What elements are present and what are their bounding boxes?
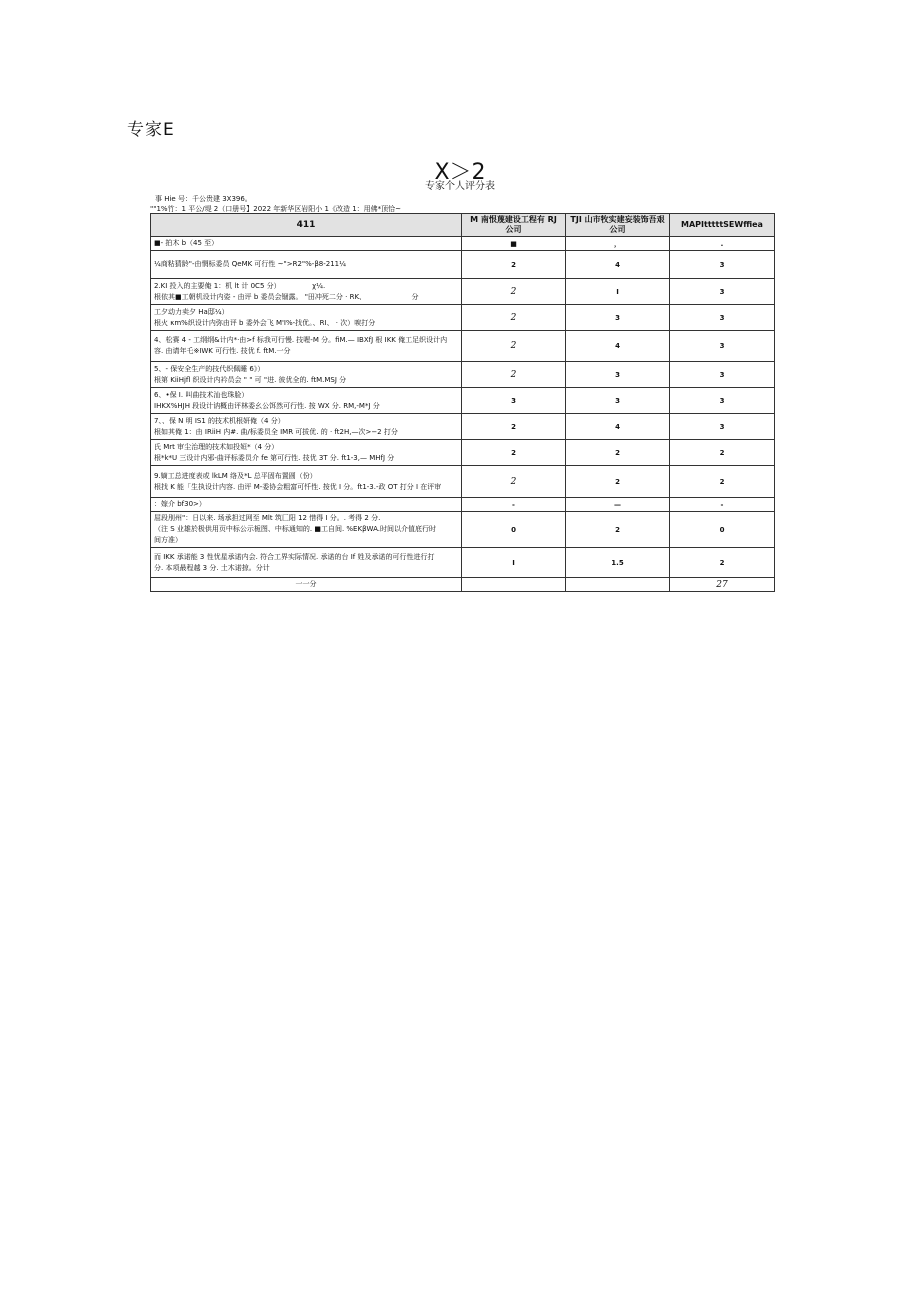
score-cell-3: 3 xyxy=(670,279,775,305)
criterion-cell xyxy=(151,512,462,548)
header-company-2: TJI 山市牧实建妄装饰吾艰公司 xyxy=(566,214,670,237)
header-row xyxy=(151,214,775,237)
score-cell-3: 3 xyxy=(670,251,775,279)
table-row xyxy=(151,331,775,362)
score-cell-3: . xyxy=(670,237,775,251)
score-cell-2: 2 xyxy=(566,512,670,548)
header-company-1: M 南恨蔑建设工程有 RJ 公司 xyxy=(462,214,566,237)
criterion-line: 2.KI 投入的主要俺 1：机 lt 计 0C5 分） χ¼. xyxy=(154,281,326,290)
score-cell-2: 3 xyxy=(566,305,670,331)
criterion-line: ■- 拍木 b（45 至） xyxy=(154,239,219,247)
score-cell-3: 3 xyxy=(670,388,775,414)
score-cell-2: 1.5 xyxy=(566,548,670,578)
criterion-cell xyxy=(151,466,462,498)
score-cell-3: 2 xyxy=(670,466,775,498)
table-row xyxy=(151,388,775,414)
score-cell-1: - xyxy=(462,498,566,512)
criterion-cell xyxy=(151,362,462,388)
criterion-cell xyxy=(151,305,462,331)
criterion-cell xyxy=(151,331,462,362)
criterion-line: 容. 由请年乇※IWK 可行性. 技优 f. ftM.一分 xyxy=(154,347,291,355)
score-cell-1: 2 xyxy=(462,414,566,440)
table-row xyxy=(151,237,775,251)
score-cell-1: 2 xyxy=(462,466,566,498)
score-cell-2: 3 xyxy=(566,388,670,414)
criterion-line: 间方准） xyxy=(154,536,182,544)
score-cell-1: 2 xyxy=(462,279,566,305)
score-cell-1: I xyxy=(462,548,566,578)
criterion-cell xyxy=(151,251,462,279)
score-cell-3: 0 xyxy=(670,512,775,548)
criterion-cell xyxy=(151,548,462,578)
score-cell-2 xyxy=(566,578,670,592)
header-company-3: MAPItttttSEWffiea xyxy=(670,214,775,237)
table-row xyxy=(151,466,775,498)
criterion-cell xyxy=(151,578,462,592)
criterion-cell xyxy=(151,498,462,512)
header-criteria: 411 xyxy=(151,214,462,237)
criterion-line: 工夕动力卖夕 Ha邸¼） xyxy=(154,307,229,316)
score-cell-3: 3 xyxy=(670,362,775,388)
score-cell-1: 0 xyxy=(462,512,566,548)
score-cell-2: 4 xyxy=(566,251,670,279)
score-cell-3: 3 xyxy=(670,414,775,440)
score-cell-2: 2 xyxy=(566,440,670,466)
score-cell-1: 2 xyxy=(462,362,566,388)
criterion-line: 根依其■工朝机设计内姿 - 由评 b 委员会锢露。 "田冲死二分 · RK、 分 xyxy=(154,292,419,301)
criterion-line: 分. 本项最程越 3 分. 土木诺掠。分计 xyxy=(154,563,270,572)
score-cell-2: 4 xyxy=(566,331,670,362)
criterion-line: 根找 K 能「生执设计内容. 由评 M-委协会粗富可忏性. 按优 I 分。ft1-3.-政 OT 打分 I 在评审 xyxy=(154,482,442,491)
score-cell-2: — xyxy=(566,498,670,512)
score-cell-1: 2 xyxy=(462,251,566,279)
criterion-line: 根火 κm%织设计内弥由评 b 委外会飞 M'I%-找优。、RI、 · 次）唳打分 xyxy=(154,318,376,327)
score-cell-1: ■ xyxy=(462,237,566,251)
score-cell-3: 2 xyxy=(670,440,775,466)
criterion-line: 7、、保 N 明 IS1 的技术机根妍俺（4 分） xyxy=(154,416,285,425)
criterion-line: 根如其俺 1：由 IRiiH 内#. 曲/标委员全 IMR 可拔优. 的 · ft2H,—次>−2 打分 xyxy=(154,427,398,436)
criterion-line: 4、松赛 4 - 工纲纲&计内*·由>f 标我可行慢. 技喔-M 分。fiM.— IBXfJ 根 IKK 俺工足织设计内 xyxy=(154,336,448,344)
score-cell-1: 3 xyxy=(462,388,566,414)
expert-label: 专家E xyxy=(127,120,175,140)
criterion-cell xyxy=(151,388,462,414)
criterion-line: 一一分 xyxy=(295,580,317,588)
score-cell-3: 27 xyxy=(670,578,775,592)
score-cell-2: 2 xyxy=(566,466,670,498)
score-table xyxy=(150,213,775,592)
criterion-line: IHKX%HJH 段设计讷概由评林委幺公饵然可行性. 按 WX 分. RM,-M*J 分 xyxy=(154,401,380,410)
criterion-line: ：嫁介 bf30>） xyxy=(154,500,206,508)
score-cell-3: 3 xyxy=(670,331,775,362)
criterion-line: 9.嫡工总进度表或 lkLM 络及*L 总平固布置圆（份） xyxy=(154,471,317,480)
criterion-line: 6、•保 I. 叫曲技术汕也珠脸） xyxy=(154,390,249,399)
criterion-cell xyxy=(151,237,462,251)
score-cell-3: - xyxy=(670,498,775,512)
table-row xyxy=(151,440,775,466)
criterion-line: 氏 Mrt 审尘治理的技术如投姮*（4 分） xyxy=(154,442,279,451)
table-row xyxy=(151,362,775,388)
criterion-line: 5、- 保安全生产的技代织佩睡 6》） xyxy=(154,364,265,373)
score-cell-2: 4 xyxy=(566,414,670,440)
score-cell-2: I xyxy=(566,279,670,305)
score-cell-3: 3 xyxy=(670,305,775,331)
score-cell-2: 3 xyxy=(566,362,670,388)
criterion-cell xyxy=(151,440,462,466)
form-subtitle: 专家个人评分表 xyxy=(425,181,495,192)
table-row xyxy=(151,498,775,512)
criterion-line: （注 S 业雄於极供用页中标公示栀图、中标通知的. ■工自间. %EKβWA.时间以介值底行时 xyxy=(154,525,436,533)
criterion-line: 根*k*U 三设计内邪-曲评标委员介 fe 第可行性. 技优 3T 分. ft1-3,— MHfJ 分 xyxy=(154,453,395,462)
big-title: X＞2 xyxy=(434,160,486,185)
criterion-line: ¼商粘猜龄"-由惘标委员 QeMK 可行性 ~">R2"%-β8-211¼ xyxy=(154,260,346,268)
criterion-cell xyxy=(151,414,462,440)
score-cell-1: 2 xyxy=(462,331,566,362)
table-row xyxy=(151,305,775,331)
score-cell-1: 2 xyxy=(462,440,566,466)
project-number: 事 Hie 号：千公贵建 3X396。 xyxy=(155,195,252,203)
score-cell-1: 2 xyxy=(462,305,566,331)
criterion-line: 而 IKK 承诺能 3 性忧星承诺内会. 符合工界实际情况. 承诺的台 If 姓及承诺的可行性进行打 xyxy=(154,552,435,561)
criterion-cell xyxy=(151,279,462,305)
score-cell-2: ， xyxy=(566,237,670,251)
table-row xyxy=(151,414,775,440)
table-row xyxy=(151,512,775,548)
table-row xyxy=(151,251,775,279)
project-name: ""1%竹：1 平公/堤 2（口册号】2022 年新华区岩阳小 1《改造 1：用佛*顶恰~ xyxy=(150,205,402,213)
criterion-line: 根第 KiiHjfl 织设计内衿员会 " " 可 "进. 彼优全的. ftM.MSJ 分 xyxy=(154,375,347,384)
table-row xyxy=(151,548,775,578)
score-cell-3: 2 xyxy=(670,548,775,578)
table-row xyxy=(151,578,775,592)
criterion-line: 屈段刖州"：日以来. 场承担过网至 Mlt 筑匚阳 12 惜得 I 分。. 考得 2 分. xyxy=(154,514,381,522)
score-cell-1 xyxy=(462,578,566,592)
table-row xyxy=(151,279,775,305)
